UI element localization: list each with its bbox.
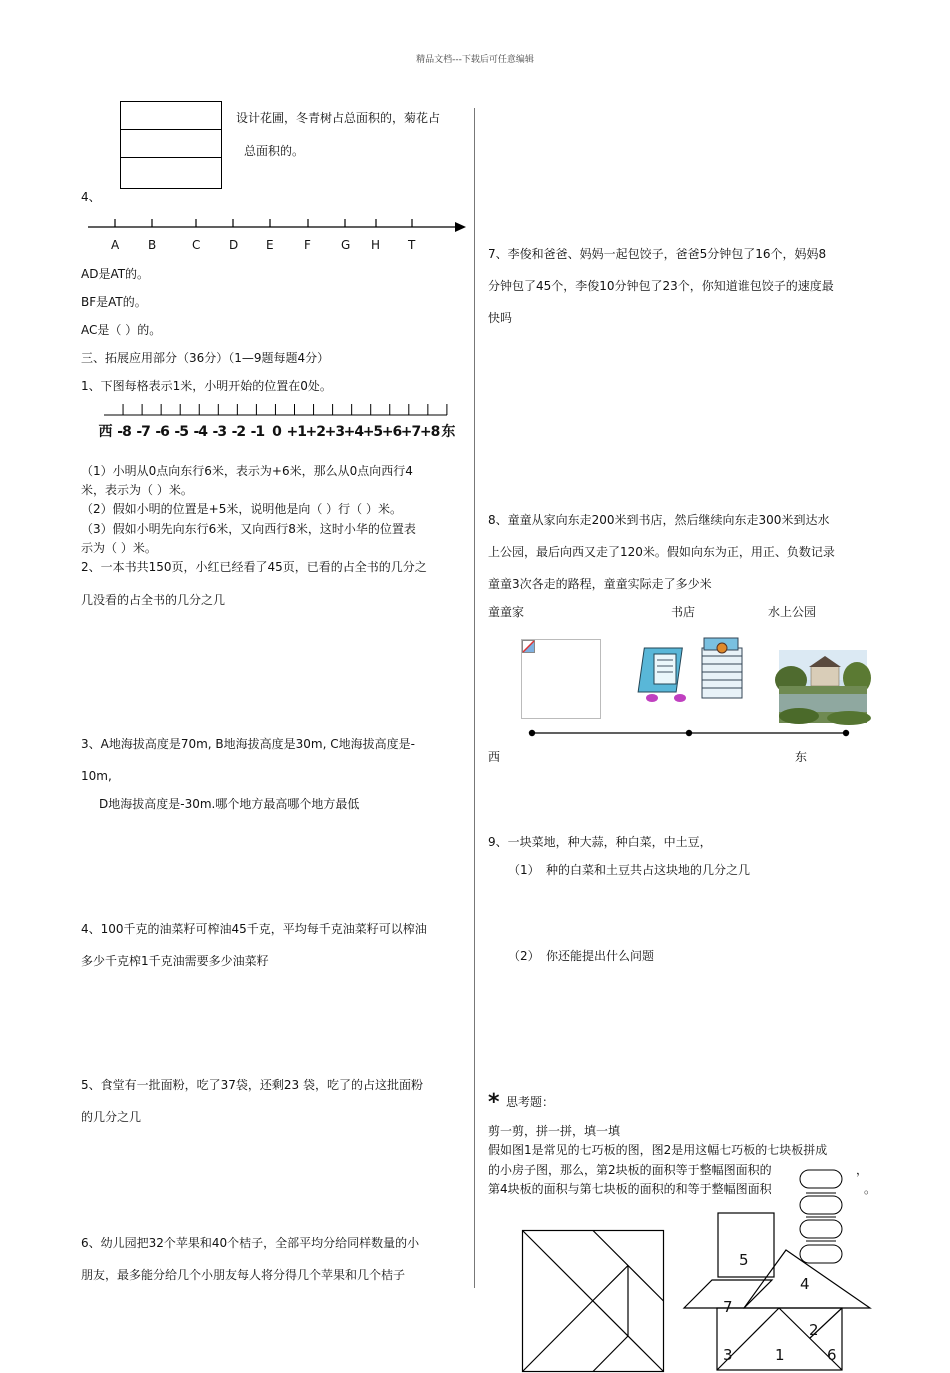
axis-label-b: B xyxy=(148,238,157,252)
number-line-label: -1 xyxy=(250,424,265,440)
problem-4-line-1: 4、100千克的油菜籽可榨油45千克，平均每千克油菜籽可以榨油 xyxy=(81,922,427,936)
problem-9-intro: 9、一块菜地，种大蒜，种白菜，中土豆， xyxy=(488,835,712,849)
problem-6-line-2: 朋友，最多能分给几个小朋友每人将分得几个苹果和几个桔子 xyxy=(81,1268,406,1282)
west-label: 西 xyxy=(488,750,501,764)
problem-7-line-1: 7、李俊和爸爸、妈妈一起包饺子，爸爸5分钟包了16个，妈妈8 xyxy=(488,247,827,261)
problem-9-part-1-number: （1） xyxy=(508,863,540,877)
problem-8-line-2: 上公园，最后向西又走了120米。假如向东为正，用正、负数记录 xyxy=(488,545,835,559)
star-icon: * xyxy=(488,1090,500,1115)
house-piece-1: 1 xyxy=(775,1346,785,1364)
house-piece-2: 2 xyxy=(809,1321,819,1339)
bf-statement: BF是AT的。 xyxy=(81,295,147,309)
garden-text-2: 总面积的。 xyxy=(244,144,305,158)
tangram-square xyxy=(522,1230,664,1372)
house-piece-6: 6 xyxy=(827,1346,837,1364)
number-line-label: -2 xyxy=(231,424,246,440)
home-label: 童童家 xyxy=(488,605,525,619)
thinking-line-3: 的小房子图，那么，第2块板的面积等于整幅图面积的 xyxy=(488,1163,772,1177)
problem-3-line-2: 10m, xyxy=(81,769,112,783)
thinking-line-1: 剪一剪，拼一拼，填一填 xyxy=(488,1124,621,1138)
problem-9-part-1: 种的白菜和土豆共占这块地的几分之几 xyxy=(546,863,751,877)
thinking-line-4: 第4块板的面积与第七块板的面积的和等于整幅图面积 xyxy=(488,1182,772,1196)
house-piece-4: 4 xyxy=(800,1275,810,1293)
problem-6-line-1: 6、幼儿园把32个苹果和40个桔子，全部平均分给同样数量的小 xyxy=(81,1236,420,1250)
thinking-line-2: 假如图1是常见的七巧板的图，图2是用这幅七巧板的七块板拼成 xyxy=(488,1143,828,1157)
number-line-label: +4 xyxy=(343,424,364,440)
ac-statement: AC是（ ）的。 xyxy=(81,323,162,337)
house-piece-7: 7 xyxy=(723,1298,733,1316)
problem-7-line-2: 分钟包了45个，李俊10分钟包了23个，你知道谁包饺子的速度最 xyxy=(488,279,834,293)
number-line-label: +7 xyxy=(400,424,421,440)
number-line-label: 西 xyxy=(98,424,112,440)
east-label: 东 xyxy=(795,750,808,764)
problem-1-part-1b: 米，表示为（ ）米。 xyxy=(81,483,193,497)
problem-1-part-2: （2）假如小明的位置是+5米，说明他是向（ ）行（ ）米。 xyxy=(81,502,402,516)
axis-label-f: F xyxy=(304,238,311,252)
garden-text-1: 设计花圃，冬青树占总面积的，菊花占 xyxy=(236,111,441,125)
house-piece-3: 3 xyxy=(723,1346,733,1364)
axis-label-h: H xyxy=(371,238,381,252)
problem-1-part-3a: （3）假如小明先向东行6米，又向西行8米，这时小华的位置表 xyxy=(81,522,416,536)
number-line-label: +6 xyxy=(381,424,402,440)
number-line-label: 0 xyxy=(272,424,281,440)
page-header: 精品文档---下载后可任意编辑 xyxy=(416,55,534,65)
number-line-label: -8 xyxy=(117,424,131,440)
axis-label-a: A xyxy=(111,238,120,252)
question-4-number: 4、 xyxy=(81,190,101,204)
problem-5-line-1: 5、食堂有一批面粉，吃了37袋，还剩23 袋，吃了的占这批面粉 xyxy=(81,1078,423,1092)
axis-label-c: C xyxy=(192,238,201,252)
number-line-label: -6 xyxy=(155,424,169,440)
problem-7-line-3: 快吗 xyxy=(488,311,513,325)
problem-2-line-2: 几没看的占全书的几分之几 xyxy=(81,593,226,607)
number-line-label: -4 xyxy=(193,424,208,440)
problem-4-line-2: 多少千克榨1千克油需要多少油菜籽 xyxy=(81,954,269,968)
park-label: 水上公园 xyxy=(768,605,817,619)
problem-3-line-1: 3、A地海拔高度是70m, B地海拔高度是30m, C地海拔高度是- xyxy=(81,737,415,751)
thinking-title: 思考题： xyxy=(506,1095,555,1109)
ad-statement: AD是AT的。 xyxy=(81,267,150,281)
number-line-label: +8 xyxy=(419,424,440,440)
problem-8-line-3: 童童3次各走的路程，童童实际走了多少米 xyxy=(488,577,712,591)
number-line-label: 东 xyxy=(441,424,455,440)
problem-3-line-3: D地海拔高度是-30m.哪个地方最高哪个地方最低 xyxy=(99,797,360,811)
number-line-label: +3 xyxy=(324,424,345,440)
bookstore-label: 书店 xyxy=(671,605,696,619)
thinking-line-3-end: ， xyxy=(856,1163,869,1177)
problem-9-part-2-number: （2） xyxy=(508,949,540,963)
axis-label-t: T xyxy=(408,238,416,252)
thinking-line-4-end: 。 xyxy=(864,1182,877,1196)
number-line-label: -5 xyxy=(174,424,188,440)
problem-9-part-2: 你还能提出什么问题 xyxy=(546,949,655,963)
problem-2-line-1: 2、一本书共150页，小红已经看了45页，已看的占全书的几分之 xyxy=(81,560,427,574)
axis-label-e: E xyxy=(266,238,274,252)
problem-1-intro: 1、下图每格表示1米，小明开始的位置在0处。 xyxy=(81,379,332,393)
axis-label-d: D xyxy=(229,238,239,252)
axis-label-g: G xyxy=(341,238,351,252)
problem-5-line-2: 的几分之几 xyxy=(81,1110,142,1124)
house-piece-5: 5 xyxy=(739,1251,749,1269)
number-line-label: -7 xyxy=(136,424,150,440)
problem-1-part-3b: 示为（ ）米。 xyxy=(81,541,157,555)
number-line-label: +2 xyxy=(305,424,326,440)
problem-8-line-1: 8、童童从家向东走200米到书店，然后继续向东走300米到达水 xyxy=(488,513,830,527)
number-line-label: +5 xyxy=(362,424,383,440)
problem-1-part-1a: （1）小明从0点向东行6米，表示为+6米，那么从0点向西行4 xyxy=(81,464,413,478)
number-line-label: -3 xyxy=(212,424,227,440)
number-line-label: +1 xyxy=(286,424,306,440)
section-3-title: 三、拓展应用部分（36分）（1—9题每题4分） xyxy=(81,351,330,365)
